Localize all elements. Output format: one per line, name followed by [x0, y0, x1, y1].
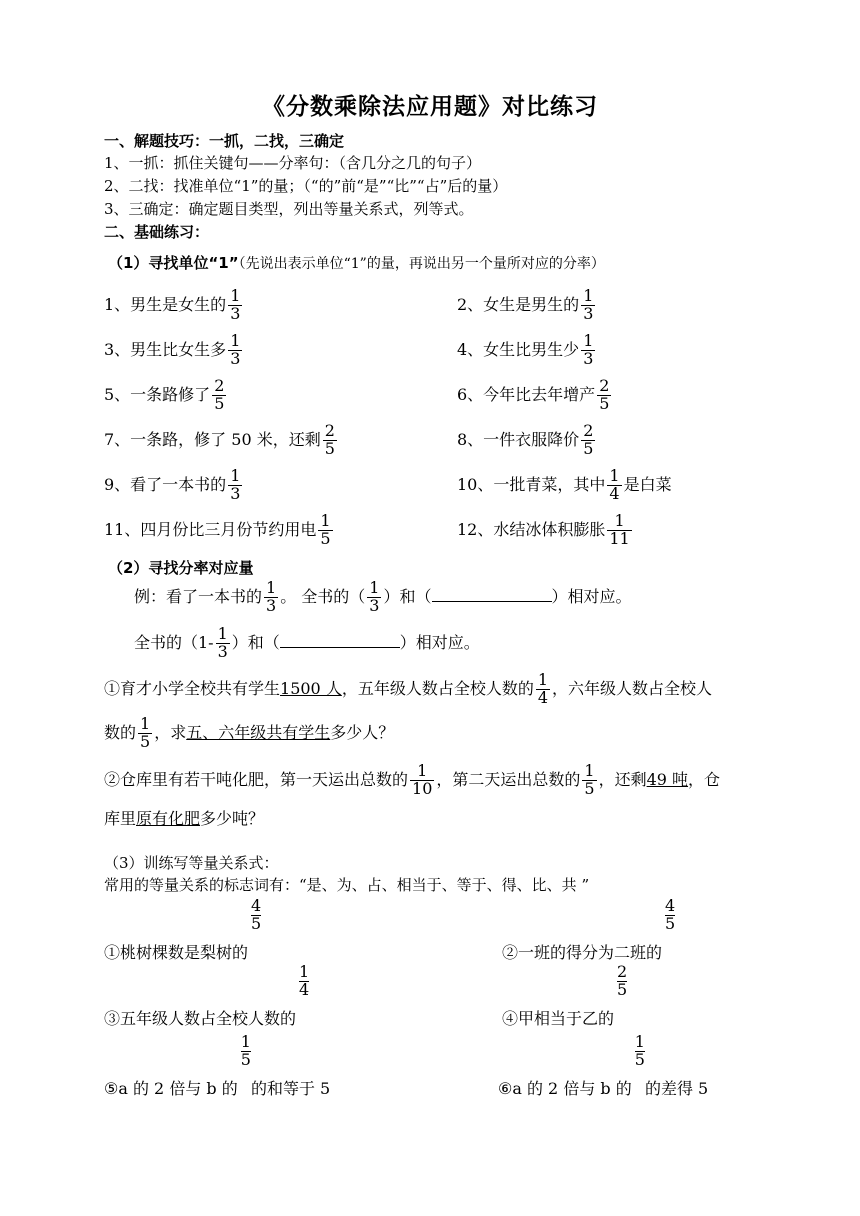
item-7: 7、一条路，修了 50 米，还剩 $\frac{2}{5}$	[104, 421, 335, 458]
question-1-line-1: ①育才小学全校共有学生1500 人，五年级人数占全校人数的 $\frac{1}{4}$ ，六年级人数占全校人	[104, 670, 713, 707]
example-line-2: 全书的（1- $\frac{1}{3}$ ）和（ ）相对应。	[134, 624, 480, 661]
section-1-heading: 一、解题技巧：一抓，二找，三确定	[104, 132, 345, 150]
page-title: 《分数乘除法应用题》对比练习	[262, 94, 598, 120]
item-10: 10、一批青菜，其中 $\frac{1}{4}$ 是白菜	[457, 466, 672, 503]
part-1-heading-line	[108, 252, 605, 273]
example-line-1: 例：看了一本书的 $\frac{1}{3}$ 。 全书的（ $\frac{1}{3}$ ）和（ ）相对应。	[134, 578, 632, 615]
part-1-heading: （1）寻找单位“1”	[108, 254, 239, 272]
relation-2: ②一班的得分为二班的 $\frac{4}{5}$	[502, 896, 676, 962]
item-11: 11、四月份比三月份节约用电 $\frac{1}{5}$	[104, 511, 331, 548]
section-1-line-1: 1、一抓：抓住关键句——分率句：（含几分之几的句子）	[104, 154, 482, 172]
item-6: 6、今年比去年增产 $\frac{2}{5}$	[457, 376, 610, 413]
item-8: 8、一件衣服降价 $\frac{2}{5}$	[457, 421, 594, 458]
item-4: 4、女生比男生少 $\frac{1}{3}$	[457, 331, 594, 368]
part-3-heading: （3）训练写等量关系式：	[104, 854, 279, 872]
answer-blank-2[interactable]	[280, 633, 400, 648]
relation-1: ①桃树棵数是梨树的 $\frac{4}{5}$	[104, 896, 262, 962]
question-2-line-1: ②仓库里有若干吨化肥，第一天运出总数的 $\frac{1}{10}$ ，第二天运出总数的 $\frac{1}{5}$ ，还剩49 吨，仓	[104, 761, 721, 798]
item-1: 1、男生是女生的 $\frac{1}{3}$	[104, 286, 241, 323]
item-2: 2、女生是男生的 $\frac{1}{3}$	[457, 286, 594, 323]
relation-4: ④甲相当于乙的 $\frac{2}{5}$	[502, 962, 628, 1028]
relation-6: ⑥a 的 2 倍与 b 的 $\frac{1}{5}$ 的差得 5	[498, 1032, 709, 1098]
section-1-line-3: 3、三确定：确定题目类型，列出等量关系式，列等式。	[104, 200, 474, 218]
answer-blank-1[interactable]	[432, 587, 552, 602]
section-2-heading: 二、基础练习：	[104, 223, 210, 241]
item-9: 9、看了一本书的 $\frac{1}{3}$	[104, 466, 241, 503]
item-12: 12、水结冰体积膨胀 $\frac{1}{11}$	[457, 511, 630, 548]
question-2-line-2: 库里原有化肥多少吨？	[104, 809, 265, 828]
question-1-line-2: 数的 $\frac{1}{5}$ ，求五、六年级共有学生多少人？	[104, 714, 395, 751]
part-2-heading: （2）寻找分率对应量	[108, 559, 254, 577]
section-1-line-2: 2、二找：找准单位“1”的量；（“的”前“是”“比”“占”后的量）	[104, 177, 508, 195]
relation-5: ⑤a 的 2 倍与 b 的 $\frac{1}{5}$ 的和等于 5	[104, 1032, 331, 1098]
part-3-keywords: 常用的等量关系的标志词有：“是、为、占、相当于、等于、得、比、共 ”	[104, 876, 590, 894]
part-1-note: （先说出表示单位“1”的量，再说出另一个量所对应的分率）	[238, 256, 605, 272]
item-3: 3、男生比女生多 $\frac{1}{3}$	[104, 331, 241, 368]
relation-3: ③五年级人数占全校人数的 $\frac{1}{4}$	[104, 962, 310, 1028]
item-5: 5、一条路修了 $\frac{2}{5}$	[104, 376, 225, 413]
